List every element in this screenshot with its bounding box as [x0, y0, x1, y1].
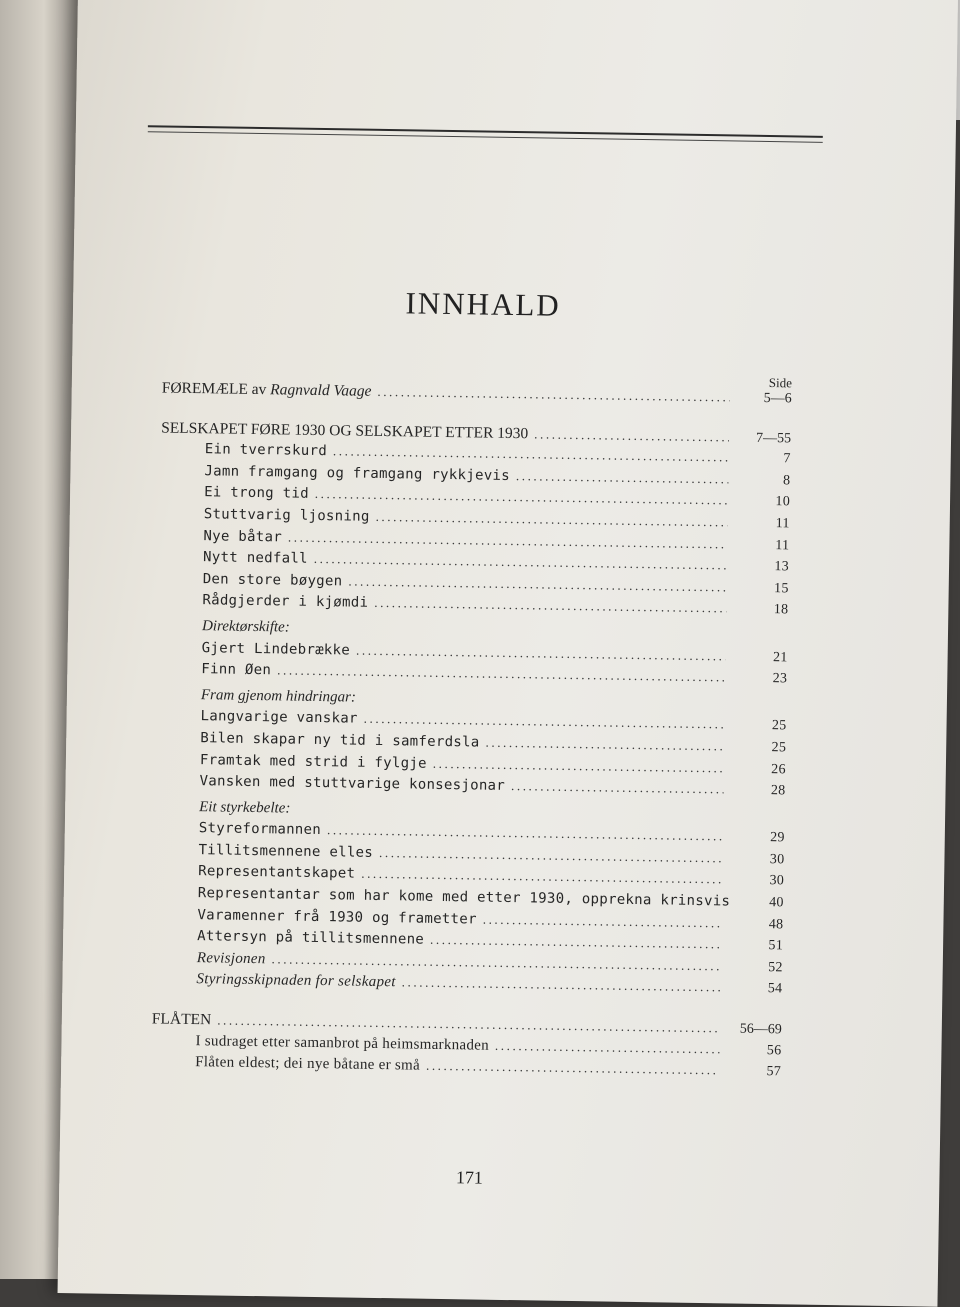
- section-heading-direktorskifte: Direktørskifte:: [201, 618, 290, 636]
- book-page: [58, 0, 959, 1307]
- side-label: Side: [768, 375, 793, 391]
- toc-entry-pages: 7—55: [755, 430, 792, 446]
- toc-subentry: Langvarige vanskar ..... 25: [156, 708, 786, 739]
- leader-dots: [534, 426, 729, 445]
- toc-subentry: Den store bøygen ..... 15: [159, 570, 789, 601]
- toc-entry-label: SELSKAPET FØRE 1930 OG SELSKAPET ETTER 1930: [161, 419, 529, 442]
- toc-entry-pages: 5—6: [763, 390, 792, 407]
- toc-subentry: Ei trong tid ..... 10: [160, 484, 790, 515]
- top-rule-thin: [148, 131, 823, 143]
- toc-entry-label: FØREMÆLE av Ragnvald Vaage: [161, 379, 372, 400]
- toc-subentry: Jamn framgang og framgang rykkjevis ..... 8: [160, 462, 790, 493]
- toc-subentry: Representantskapet ..... 30: [154, 863, 784, 894]
- author-name: Ragnvald Vaage: [270, 381, 372, 400]
- toc-subentry: Styreformannen ..... 29: [155, 820, 785, 851]
- toc-subentry: Attersyn på tillitsmennene ..... 51: [153, 928, 783, 959]
- toc-subentry: Nye båtar ..... 11: [159, 527, 789, 558]
- toc-subentry: Varamenner frå 1930 og frametter ..... 48: [153, 906, 783, 937]
- table-of-contents: [151, 375, 793, 1086]
- toc-subentry: I sudraget etter samanbrot på heimsmarknaden ..... 56: [151, 1032, 781, 1063]
- toc-subentry: Tillitsmennene elles ..... 30: [154, 841, 784, 872]
- toc-subentry-revisjonen: Revisjonen ..... 52: [153, 949, 783, 980]
- toc-subentry: Bilen skapar ny tid i samferdsla ..... 25: [156, 729, 786, 760]
- toc-subentry: Vansken med stuttvarige konsesjonar ..... 28: [155, 773, 785, 804]
- toc-entry-label: FLÅTEN: [151, 1010, 212, 1029]
- toc-subentry: Representantar som har kome med etter 1930, opprekna krinsvis ..... 40: [154, 885, 784, 916]
- page-title: INNHALD: [405, 285, 561, 323]
- toc-subentry: Nytt nedfall ..... 13: [159, 549, 789, 580]
- toc-subentry: Gjert Lindebrække ..... 21: [157, 639, 787, 670]
- section-heading-fram: Fram gjenom hindringar:: [200, 686, 357, 706]
- leader-dots: [377, 384, 730, 406]
- toc-subentry: Rådgjerder i kjømdi ..... 18: [158, 592, 788, 623]
- section-heading-styrkebelte: Eit styrkebelte:: [199, 798, 291, 817]
- toc-entry-pages: 56—69: [739, 1021, 782, 1038]
- toc-subentry: Framtak med strid i fylgje ..... 26: [156, 751, 786, 782]
- toc-subentry: Finn Øen ..... 23: [157, 661, 787, 692]
- toc-subentry: Flåten eldest; dei nye båtane er små ..... 57: [151, 1054, 781, 1085]
- toc-subentry: Ein tverrskurd ..... 7: [161, 441, 791, 472]
- toc-subentry-styringsskipnaden: Styringsskipnaden for selskapet ..... 54: [152, 971, 782, 1002]
- page-number: 171: [455, 1167, 484, 1188]
- toc-subentry: Stuttvarig ljosning ..... 11: [160, 505, 790, 536]
